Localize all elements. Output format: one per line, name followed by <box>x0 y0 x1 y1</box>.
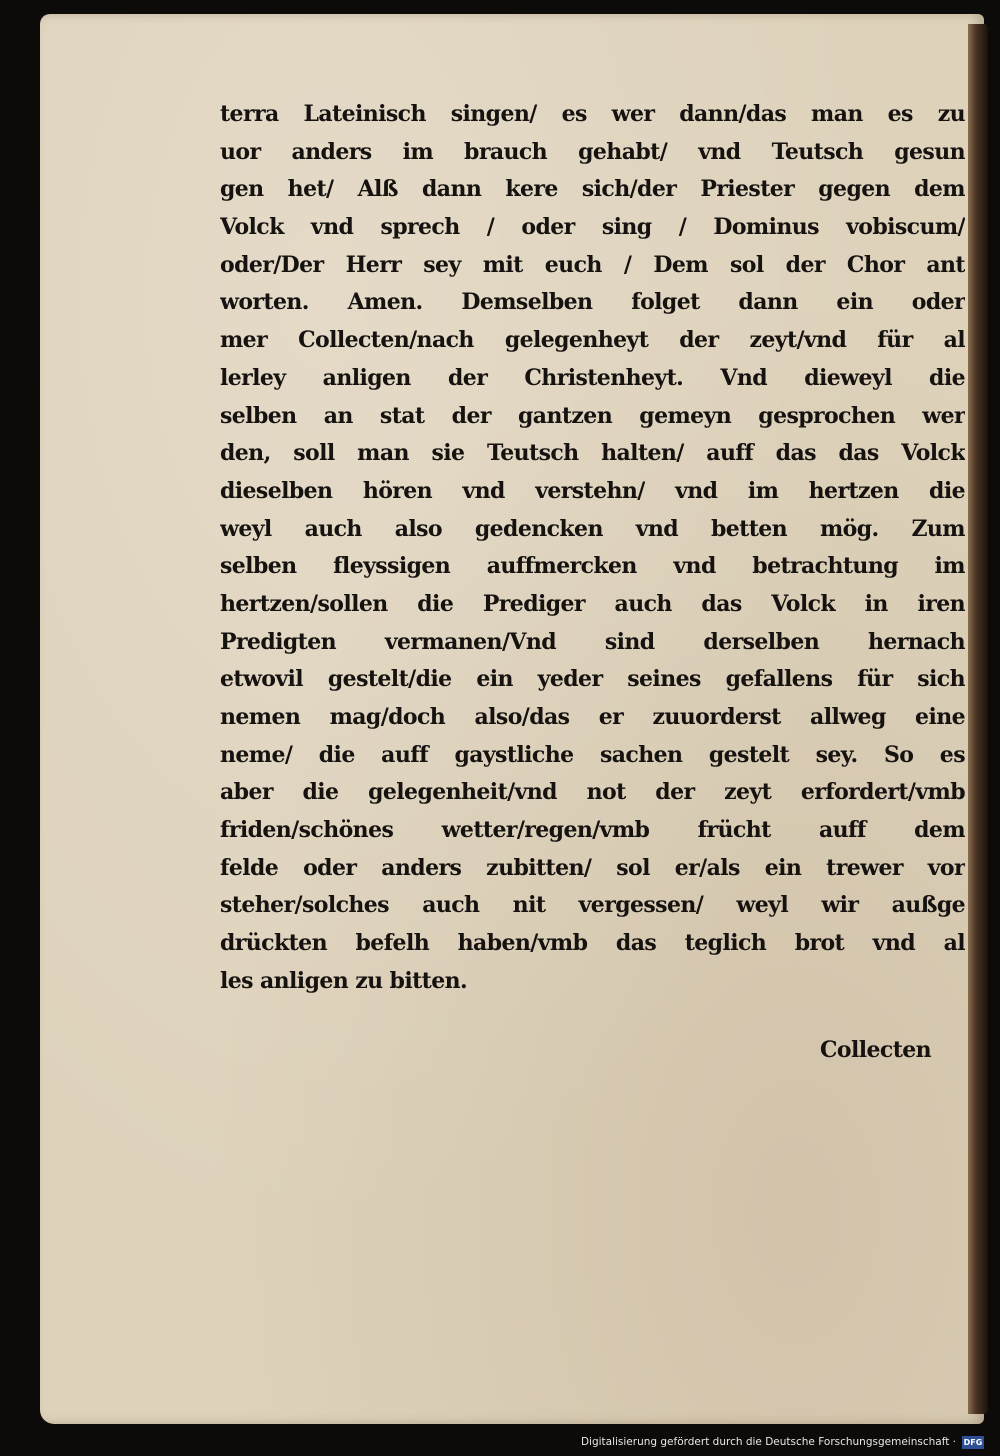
text-line: etwovil gestelt/die ein yeder seines gefallens für sich <box>220 666 965 693</box>
text-line: hertzen/sollen die Prediger auch das Volck in iren <box>220 590 965 617</box>
text-line: terra Lateinisch singen/ es wer dann/das man es zu <box>220 101 965 127</box>
text-line: selben an stat der gantzen gemeyn gesprochen wer <box>220 402 965 429</box>
text-line: nemen mag/doch also/das er zuuorderst allweg eine <box>220 704 965 730</box>
dfg-logo-icon: DFG <box>963 1438 983 1447</box>
text-line: mer Collecten/nach gelegenheyt der zeyt/vnd für al <box>220 327 965 354</box>
text-line: worten. Amen. Demselben folget dann ein oder <box>220 289 965 316</box>
text-line-last: les anligen zu bitten. <box>220 967 468 994</box>
footer-bar <box>0 1432 1000 1456</box>
text-line: felde oder anders zubitten/ sol er/als ein trewer vor <box>220 854 965 881</box>
text-line: dieselben hören vnd verstehn/ vnd im hertzen die <box>220 477 965 504</box>
text-line: drückten befelh haben/vmb das teglich brot vnd al <box>220 930 965 957</box>
text-line: aber die gelegenheit/vnd not der zeyt erfordert/vmb <box>220 779 965 806</box>
text-line: neme/ die auff gaystliche sachen gestelt sey. So es <box>220 741 965 768</box>
text-line: uor anders im brauch gehabt/ vnd Teutsch gesun <box>220 138 965 165</box>
text-line: selben fleyssigen auffmercken vnd betrachtung im <box>220 553 965 580</box>
text-line: den, soll man sie Teutsch halten/ auff das das Volck <box>220 440 965 467</box>
text-line: steher/solches auch nit vergessen/ weyl wir außge <box>220 892 965 919</box>
text-line: gen het/ Alß dann kere sich/der Priester gegen dem <box>220 176 965 203</box>
text-line: lerley anligen der Christenheyt. Vnd dieweyl die <box>220 364 965 391</box>
book-spine-edge <box>968 24 988 1414</box>
text-line: friden/schönes wetter/regen/vmb frücht auff dem <box>220 817 965 844</box>
text-line: oder/Der Herr sey mit euch / Dem sol der Chor ant <box>220 251 965 278</box>
page-text-block <box>220 96 965 1001</box>
funding-credit: Digitalisierung gefördert durch die Deutsche Forschungsgemeinschaft · <box>580 1436 956 1448</box>
catchword: Collecten <box>820 1037 932 1063</box>
text-line: Predigten vermanen/Vnd sind derselben hernach <box>220 628 965 655</box>
text-line: weyl auch also gedencken vnd betten mög. Zum <box>220 515 965 542</box>
text-line: Volck vnd sprech / oder sing / Dominus vobiscum/ <box>220 214 965 241</box>
